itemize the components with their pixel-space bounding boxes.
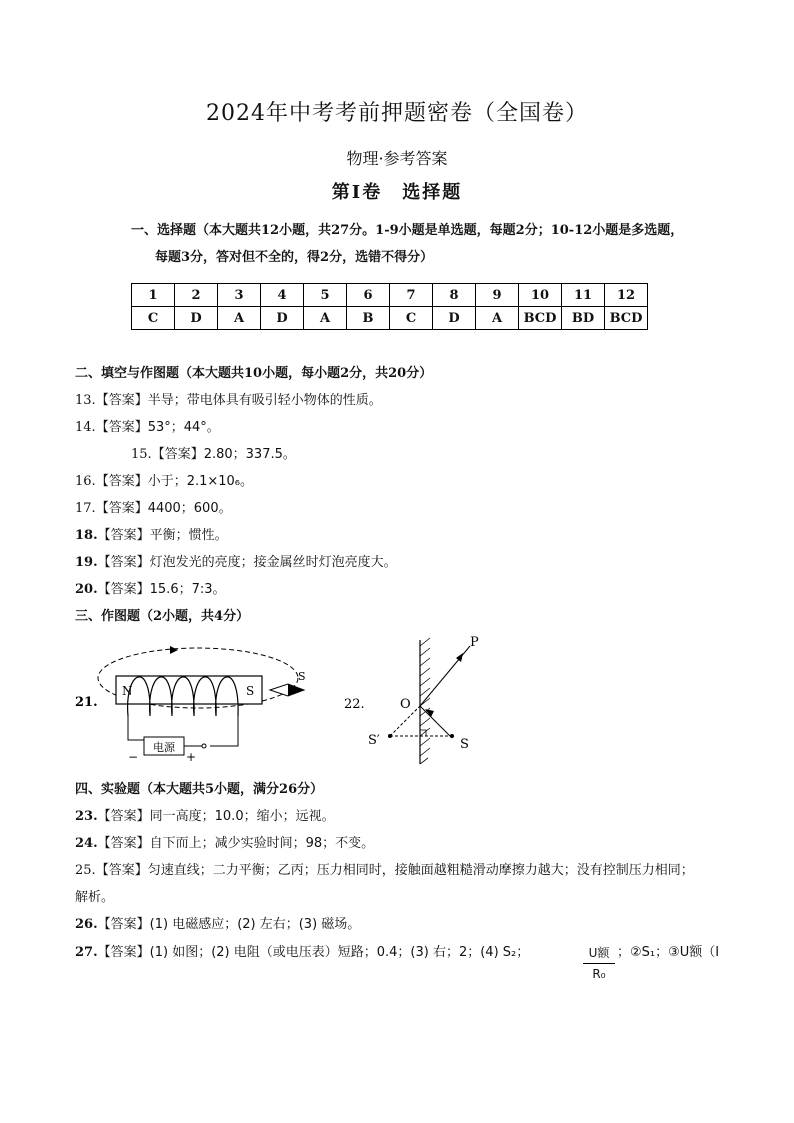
point-s-label: S [460, 737, 469, 752]
item-number: 25. [75, 863, 96, 878]
item-number: 23. [75, 809, 98, 824]
question-number-cell: 11 [562, 284, 605, 307]
figure-22-reflection [340, 630, 500, 770]
answer-cell: B [347, 307, 390, 330]
answer-table [131, 283, 648, 330]
answer-line-17 [75, 497, 232, 516]
fraction-numerator: U额 [583, 944, 615, 964]
answer-line-26 [75, 913, 360, 932]
answer-cell: C [132, 307, 175, 330]
answer-text: 自下而上；减少实验时间；98；不变。 [149, 836, 375, 851]
answer-tag: 【答案】 [97, 582, 150, 597]
circuit-wire-left [128, 716, 162, 740]
question-number-cell: 8 [433, 284, 476, 307]
item-number: 24. [75, 836, 98, 851]
item-number: 13. [75, 393, 96, 408]
point-s-image-label: S′ [368, 733, 380, 748]
answer-text: 53°；44°。 [147, 420, 220, 435]
answer-table-answer-row [132, 307, 648, 330]
answer-text: 解析。 [75, 890, 115, 905]
answer-cell: A [218, 307, 261, 330]
answer-line-20 [75, 578, 226, 597]
answer-text: 小于；2.1×10₆。 [147, 474, 254, 489]
answer-tag: 【答案】 [95, 501, 148, 516]
south-pole-label: S [246, 684, 255, 698]
answer-line-14 [75, 416, 220, 435]
answer-text: 15.6；7:3。 [149, 582, 226, 597]
question-number-cell: 2 [175, 284, 218, 307]
answer-text: 匀速直线；二力平衡；乙丙；压力相同时，接触面越粗糙滑动摩擦力越大；没有控制压力相同； [147, 863, 694, 878]
item-number: 17. [75, 501, 96, 516]
answer-tag: 【答案】 [97, 945, 150, 960]
answer-line-15 [131, 443, 296, 462]
question-number-cell: 7 [390, 284, 433, 307]
answer-line-27-tail: ；②S₁；③U额（I [617, 945, 720, 960]
item-number: 15. [131, 447, 152, 462]
question-number-cell: 9 [476, 284, 519, 307]
answer-cell: D [175, 307, 218, 330]
item-number: 20. [75, 582, 98, 597]
answer-line-27 [75, 941, 529, 960]
needle-pole-label: S [298, 670, 306, 683]
answer-tag: 【答案】 [151, 447, 204, 462]
answer-cell: A [304, 307, 347, 330]
minus-terminal-label: − [128, 750, 139, 764]
answer-cell: BCD [605, 307, 648, 330]
answer-text: 同一高度；10.0；缩小；远视。 [149, 809, 335, 824]
part-title: 第Ⅰ卷 选择题 [331, 182, 463, 203]
mirror-hatching [420, 638, 430, 764]
point-p-dot [458, 656, 462, 660]
answer-text: (1) 电磁感应；(2) 左右；(3) 磁场。 [149, 917, 361, 932]
page-subtitle: 物理·参考答案 [346, 149, 448, 168]
answer-tag: 【答案】 [95, 393, 148, 408]
answer-cell: C [390, 307, 433, 330]
field-direction-arrow-icon [170, 646, 178, 654]
answer-text: 半导；带电体具有吸引轻小物体的性质。 [147, 393, 382, 408]
answer-cell: A [476, 307, 519, 330]
answer-text: 平衡；惯性。 [149, 528, 228, 543]
answer-cell: D [433, 307, 476, 330]
figure-21-electromagnet [70, 630, 330, 765]
item-number: 26. [75, 917, 98, 932]
item-number: 14. [75, 420, 96, 435]
section2-heading: 二、填空与作图题（本大题共10小题，每小题2分，共20分） [75, 366, 433, 381]
answer-tag: 【答案】 [95, 474, 148, 489]
point-o-label: O [400, 697, 411, 712]
item-number: 19. [75, 555, 98, 570]
compass-needle-dark-half [288, 684, 304, 696]
point-s-image-dot [388, 734, 392, 738]
item-number: 18. [75, 528, 98, 543]
answer-line-16 [75, 470, 253, 489]
point-p-label: P [470, 635, 479, 650]
answer-cell: D [261, 307, 304, 330]
answer-cell: BD [562, 307, 605, 330]
answer-line-24 [75, 832, 374, 851]
circuit-wire-right [210, 716, 238, 746]
question-number-cell: 1 [132, 284, 175, 307]
question-number-cell: 6 [347, 284, 390, 307]
point-s-dot [450, 734, 454, 738]
answer-tag: 【答案】 [97, 809, 150, 824]
item-number: 27. [75, 945, 98, 960]
north-pole-label: N [122, 684, 133, 698]
answer-line-18 [75, 524, 228, 543]
answer-text: (1) 如图；(2) 电阻（或电压表）短路；0.4；(3) 右；2；(4) S₂； [149, 945, 530, 960]
answer-text: 4400；600。 [147, 501, 232, 516]
figure-21-label: 21. [75, 695, 98, 710]
answer-line-23 [75, 805, 335, 824]
terminal-icon [202, 744, 206, 748]
answer-tag: 【答案】 [95, 420, 148, 435]
figure-22-label: 22. [344, 697, 365, 712]
section1-intro-line2: 每题3分，答对但不全的，得2分，选错不得分） [155, 250, 434, 265]
answer-text: 灯泡发光的亮度；接金属丝时灯泡亮度大。 [149, 555, 397, 570]
answer-cell: BCD [519, 307, 562, 330]
answer-tag: 【答案】 [97, 528, 150, 543]
answer-tag: 【答案】 [97, 555, 150, 570]
section4-heading: 四、实验题（本大题共5小题，满分26分） [75, 782, 324, 797]
answer-text: 2.80；337.5。 [203, 447, 296, 462]
section3-heading: 三、作图题（2小题，共4分） [75, 609, 250, 624]
question-number-cell: 5 [304, 284, 347, 307]
question-number-cell: 3 [218, 284, 261, 307]
answer-line-25 [75, 859, 694, 878]
answer-table-number-row [132, 284, 648, 307]
power-supply-label: 电源 [153, 741, 175, 754]
question-number-cell: 4 [261, 284, 304, 307]
question-number-cell: 12 [605, 284, 648, 307]
answer-line-13 [75, 389, 382, 408]
answer-tag: 【答案】 [97, 836, 150, 851]
fraction-denominator: R₀ [592, 967, 606, 981]
answer-line-19 [75, 551, 397, 570]
section1-intro-line1: 一、选择题（本大题共12小题，共27分。1-9小题是单选题，每题2分；10-12小题是多选题， [131, 223, 684, 238]
item-number: 16. [75, 474, 96, 489]
answer-tag: 【答案】 [95, 863, 148, 878]
answer-line-25-continued [75, 886, 114, 905]
question-number-cell: 10 [519, 284, 562, 307]
answer-tag: 【答案】 [97, 917, 150, 932]
fraction-u-over-r0 [583, 944, 615, 981]
page-title: 2024年中考考前押题密卷（全国卷） [206, 101, 588, 126]
plus-terminal-label: + [186, 750, 197, 764]
